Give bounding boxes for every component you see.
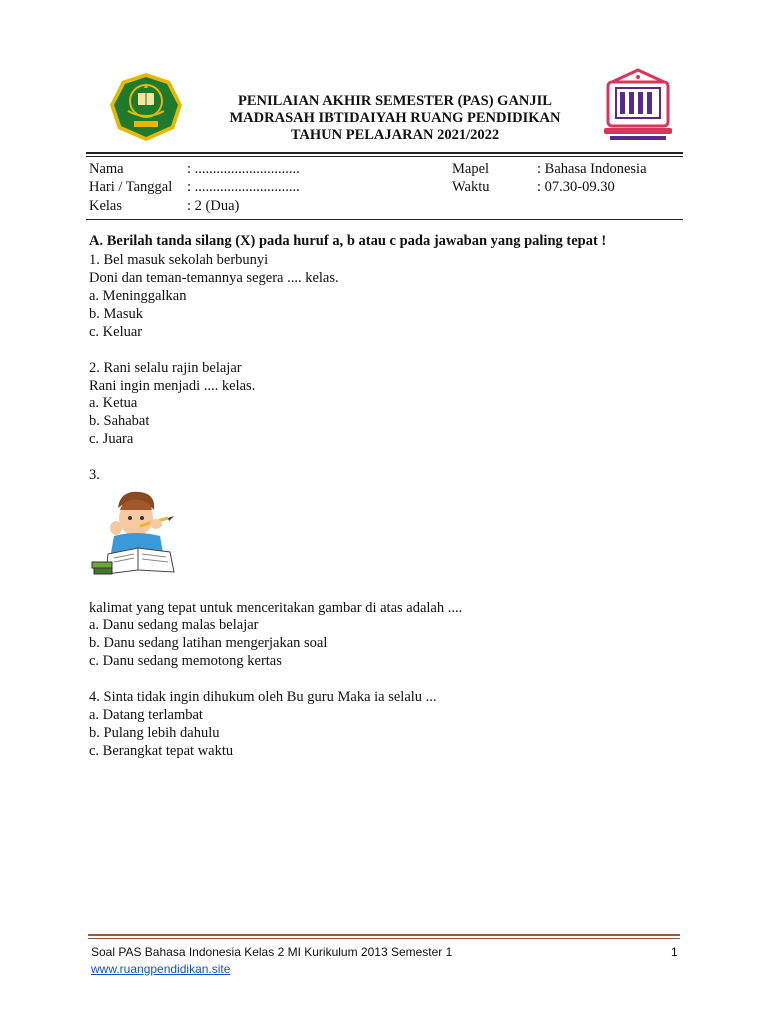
school-name: MADRASAH IBTIDAIYAH RUANG PENDIDIKAN (229, 110, 561, 126)
question-4-line-1: 4. Sinta tidak ingin dihukum oleh Bu guru Maka ia selalu ... (89, 689, 437, 705)
exam-title-line1: PENILAIAN AKHIR SEMESTER (PAS) GANJIL (238, 93, 552, 109)
footer-caption: Soal PAS Bahasa Indonesia Kelas 2 MI Kurikulum 2013 Semester 1 (91, 945, 453, 959)
question-3-option-b[interactable]: b. Danu sedang latihan mengerjakan soal (89, 635, 328, 651)
question-1-option-c[interactable]: c. Keluar (89, 324, 143, 340)
section-a-instruction: A. Berilah tanda silang (X) pada huruf a, b atau c pada jawaban yang paling tepat ! (89, 233, 607, 249)
mapel-label: Mapel (452, 161, 490, 177)
nama-label: Nama (89, 161, 124, 177)
waktu-value: : 07.30-09.30 (537, 179, 615, 195)
header-divider-bottom (86, 219, 683, 220)
kelas-value: : 2 (Dua) (187, 198, 240, 214)
question-4-option-c[interactable]: c. Berangkat tepat waktu (89, 743, 234, 759)
kemenag-logo (108, 71, 184, 143)
footer-divider (88, 934, 680, 939)
page-number: 1 (671, 945, 678, 959)
header-divider-top-thin (86, 156, 683, 157)
question-3-line-2: kalimat yang tepat untuk menceritakan gambar di atas adalah .... (89, 600, 463, 616)
question-2-line-1: 2. Rani selalu rajin belajar (89, 360, 242, 376)
ruang-pendidikan-logo (602, 68, 674, 144)
question-4-option-a[interactable]: a. Datang terlambat (89, 707, 203, 723)
boy-studying-illustration (90, 484, 186, 580)
question-2-line-2: Rani ingin menjadi .... kelas. (89, 378, 256, 394)
question-2-option-a[interactable]: a. Ketua (89, 395, 138, 411)
question-2-option-b[interactable]: b. Sahabat (89, 413, 150, 429)
question-3-option-a[interactable]: a. Danu sedang malas belajar (89, 617, 259, 633)
question-3-option-c[interactable]: c. Danu sedang memotong kertas (89, 653, 282, 669)
hari-tanggal-field[interactable]: : ............................. (187, 179, 300, 195)
mapel-value: : Bahasa Indonesia (537, 161, 647, 177)
question-1-option-b[interactable]: b. Masuk (89, 306, 143, 322)
header-divider-top (86, 152, 683, 154)
question-1-line-2: Doni dan teman-temannya segera .... kelas. (89, 270, 339, 286)
website-link[interactable]: www.ruangpendidikan.site (91, 962, 231, 976)
waktu-label: Waktu (452, 179, 490, 195)
question-1-line-1: 1. Bel masuk sekolah berbunyi (89, 252, 269, 268)
academic-year: TAHUN PELAJARAN 2021/2022 (290, 127, 500, 143)
kelas-label: Kelas (89, 198, 123, 214)
question-4-option-b[interactable]: b. Pulang lebih dahulu (89, 725, 220, 741)
question-1-option-a[interactable]: a. Meninggalkan (89, 288, 187, 304)
question-2-option-c[interactable]: c. Juara (89, 431, 134, 447)
nama-field[interactable]: : ............................. (187, 161, 300, 177)
question-3-number: 3. (89, 467, 100, 483)
hari-tanggal-label: Hari / Tanggal (89, 179, 173, 195)
